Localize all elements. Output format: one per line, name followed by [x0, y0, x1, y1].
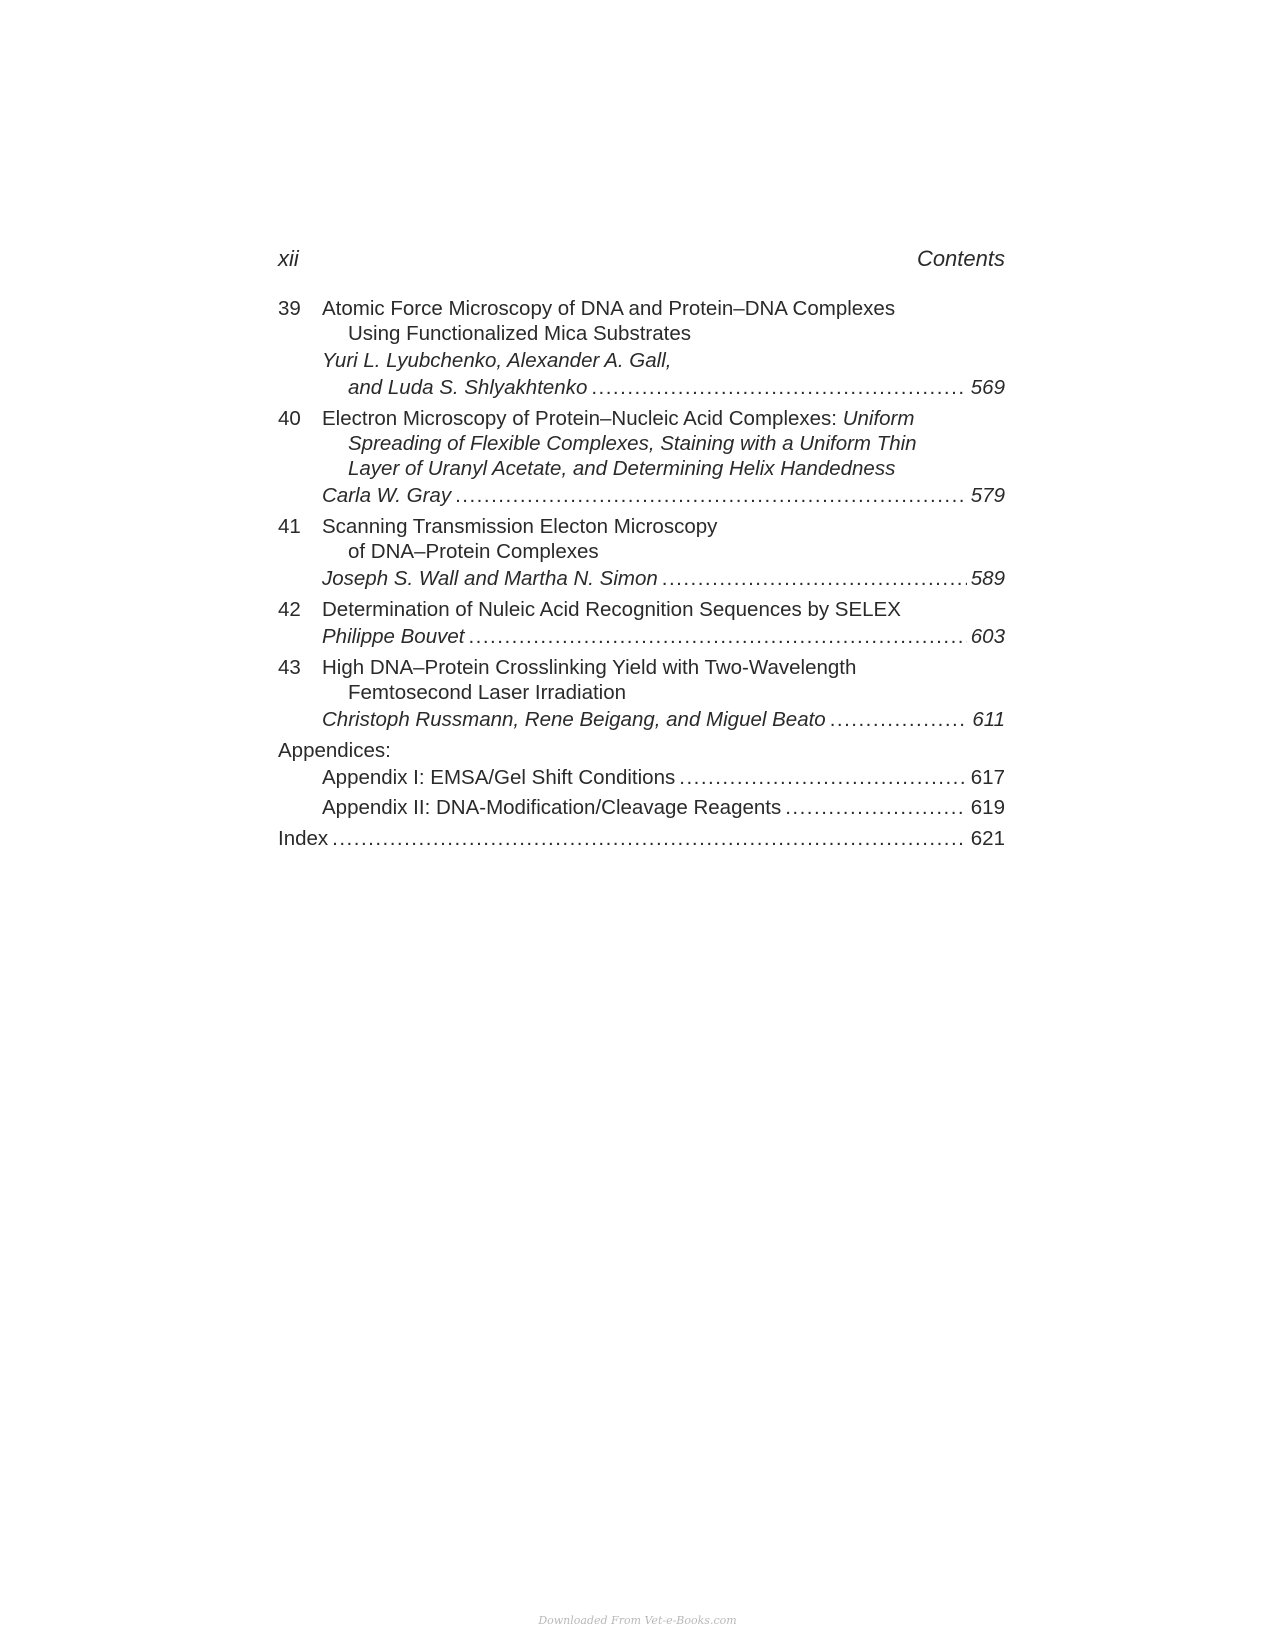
chapter-authors-line: and Luda S. Shlyakhtenko	[348, 376, 588, 399]
chapter-title	[322, 406, 1005, 481]
chapter-title-line: Femtosecond Laser Irradiation	[348, 681, 627, 704]
table-of-contents	[278, 296, 1005, 851]
appendices-section	[278, 738, 1005, 820]
chapter-subtitle-line: Spreading of Flexible Complexes, Staining with a Uniform Thin	[348, 432, 917, 455]
running-head-title: Contents	[916, 246, 1005, 271]
chapter-title-line: Electron Microscopy of Protein–Nucleic Acid Complexes:	[322, 407, 843, 430]
chapter-number: 40	[278, 407, 301, 430]
toc-entry-42	[278, 597, 1005, 649]
appendix-entry	[278, 795, 1005, 820]
chapter-subtitle-start: Uniform	[842, 407, 915, 430]
chapter-authors: Christoph Russmann, Rene Beigang, and Miguel Beato	[322, 708, 826, 731]
dot-leader	[468, 624, 966, 649]
chapter-authors-leader	[278, 707, 1005, 732]
chapter-authors: Yuri L. Lyubchenko, Alexander A. Gall,	[322, 349, 672, 372]
dot-leader	[830, 707, 969, 732]
download-watermark: Downloaded From Vet-e-Books.com	[538, 1614, 737, 1627]
chapter-title-line: Atomic Force Microscopy of DNA and Protein–DNA Complexes	[322, 297, 896, 320]
page-number[interactable]: 603	[970, 625, 1005, 648]
appendix-label: Appendix I: EMSA/Gel Shift Conditions	[322, 766, 676, 789]
index-label: Index	[278, 827, 329, 850]
appendix-entry	[278, 765, 1005, 790]
toc-entry-40	[278, 406, 1005, 508]
chapter-title	[322, 296, 1005, 346]
chapter-title-line: Using Functionalized Mica Substrates	[348, 322, 691, 345]
chapter-number: 42	[278, 598, 301, 621]
running-head	[278, 246, 1005, 276]
chapter-title: Determination of Nuleic Acid Recognition Sequences by SELEX	[322, 598, 901, 621]
chapter-number: 43	[278, 656, 301, 679]
toc-entry-41	[278, 514, 1005, 591]
chapter-title	[322, 655, 1005, 705]
toc-entry-39	[278, 296, 1005, 400]
chapter-title	[322, 514, 1005, 564]
page-folio: xii	[278, 246, 299, 271]
page-number[interactable]: 611	[972, 708, 1005, 731]
chapter-title-line: of DNA–Protein Complexes	[348, 540, 599, 563]
dot-leader	[332, 826, 967, 851]
dot-leader	[785, 795, 967, 820]
index-entry	[278, 826, 1005, 851]
chapter-authors-leader	[278, 566, 1005, 591]
chapter-authors-leader	[278, 483, 1005, 508]
appendix-label: Appendix II: DNA-Modification/Cleavage Reagents	[322, 796, 782, 819]
page-number[interactable]: 569	[970, 376, 1005, 399]
dot-leader	[662, 566, 967, 591]
chapter-authors: Philippe Bouvet	[322, 625, 465, 648]
chapter-title-line: High DNA–Protein Crosslinking Yield with Two-Wavelength	[322, 656, 857, 679]
chapter-authors-leader	[278, 624, 1005, 649]
dot-leader	[455, 483, 967, 508]
toc-entry-43	[278, 655, 1005, 732]
page-number[interactable]: 589	[970, 567, 1005, 590]
page-number[interactable]: 617	[970, 766, 1005, 789]
chapter-subtitle-line: Layer of Uranyl Acetate, and Determining Helix Handedness	[348, 457, 896, 480]
dot-leader	[591, 375, 966, 400]
page-number[interactable]: 621	[970, 827, 1005, 850]
chapter-authors-leader	[278, 375, 1005, 400]
page-number[interactable]: 579	[970, 484, 1005, 507]
chapter-title-line: Scanning Transmission Electon Microscopy	[322, 515, 718, 538]
chapter-number: 41	[278, 515, 301, 538]
chapter-number: 39	[278, 297, 301, 320]
appendices-heading: Appendices:	[278, 739, 391, 762]
page-number[interactable]: 619	[970, 796, 1005, 819]
chapter-authors: Carla W. Gray	[322, 484, 452, 507]
chapter-authors: Joseph S. Wall and Martha N. Simon	[322, 567, 658, 590]
dot-leader	[679, 765, 967, 790]
